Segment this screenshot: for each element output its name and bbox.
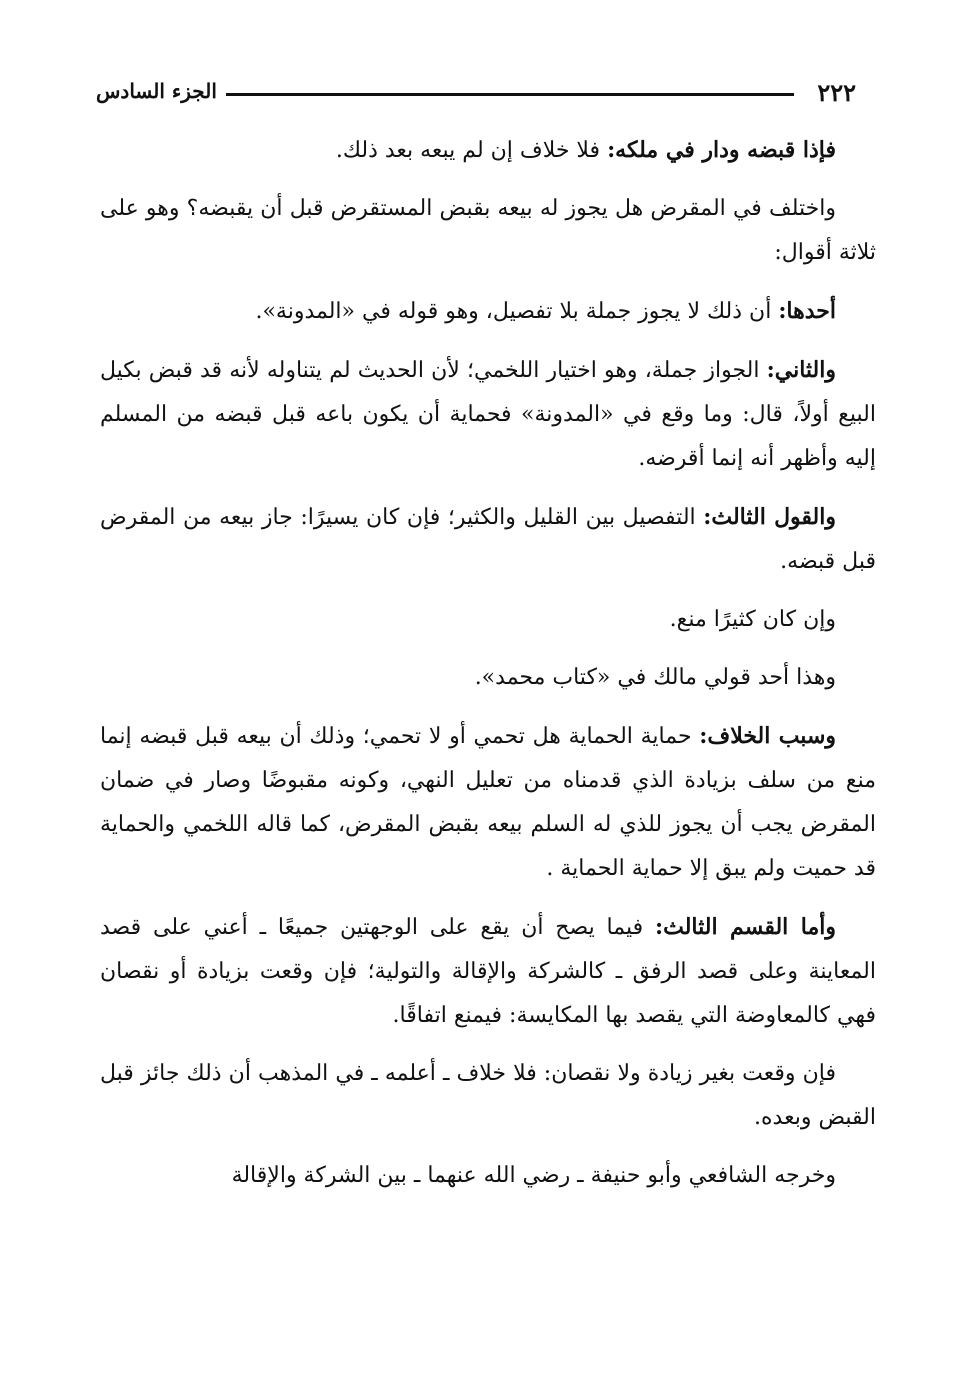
paragraph-text: فإن وقعت بغير زيادة ولا نقصان: فلا خلاف ـ أعلمه ـ في المذهب أن ذلك جائز قبل القبض وبعده. bbox=[100, 1061, 876, 1130]
paragraph-text: الجواز جملة، وهو اختيار اللخمي؛ لأن الحديث لم يتناوله لأنه قد قبض بكيل البيع أولاً، قال: وما وقع في «المدونة» فحماية أن يكون باعه قبل قبضه من المسلم إليه وأظهر أنه إنما أقرضه. bbox=[100, 358, 876, 471]
paragraph-lead: والقول الثالث: bbox=[703, 504, 836, 530]
paragraph-text: وإن كان كثيرًا منع. bbox=[669, 607, 836, 632]
paragraph-text: وهذا أحد قولي مالك في «كتاب محمد». bbox=[474, 665, 836, 690]
page-header bbox=[96, 78, 856, 118]
paragraph-lead: والثاني: bbox=[766, 357, 836, 383]
page-body bbox=[100, 128, 876, 1212]
paragraph bbox=[100, 656, 876, 700]
paragraph bbox=[100, 289, 876, 334]
paragraph-text: أن ذلك لا يجوز جملة بلا تفصيل، وهو قوله في «المدونة». bbox=[255, 299, 779, 324]
paragraph bbox=[100, 128, 876, 173]
paragraph-text: فلا خلاف إن لم يبعه بعد ذلك. bbox=[335, 138, 608, 163]
header-rule bbox=[226, 93, 794, 96]
paragraph-lead: وسبب الخلاف: bbox=[699, 723, 836, 749]
paragraph-text: حماية الحماية هل تحمي أو لا تحمي؛ وذلك أن بيعه قبل قبضه إنما منع من سلف بزيادة الذي قدمناه من تعليل النهي، وكونه مقبوضًا وصار في ضمان المقرض يجب أن يجوز للذي له السلم بيعه بقبض المقرض، كما قاله اللخمي والحماية قد حميت ولم يبق إلا حماية الحماية . bbox=[100, 724, 876, 881]
paragraph bbox=[100, 1052, 876, 1140]
paragraph-lead: وأما القسم الثالث: bbox=[654, 914, 836, 940]
paragraph bbox=[100, 1154, 876, 1198]
paragraph bbox=[100, 348, 876, 481]
paragraph-text: فيما يصح أن يقع على الوجهتين جميعًا ـ أعني على قصد المعاينة وعلى قصد الرفق ـ كالشركة والإقالة والتولية؛ فإن وقعت بزيادة أو نقصان فهي كالمعاوضة التي يقصد بها المكايسة: فيمنع اتفاقًا. bbox=[100, 915, 876, 1028]
paragraph bbox=[100, 495, 876, 584]
paragraph-text: واختلف في المقرض هل يجوز له بيعه بقبض المستقرض قبل أن يقبضه؟ وهو على ثلاثة أقوال: bbox=[100, 196, 876, 265]
paragraph bbox=[100, 187, 876, 275]
page-number: ٢٢٢ bbox=[817, 78, 856, 107]
paragraph bbox=[100, 905, 876, 1038]
paragraph-lead: أحدها: bbox=[778, 298, 836, 324]
paragraph bbox=[100, 714, 876, 891]
paragraph-text: وخرجه الشافعي وأبو حنيفة ـ رضي الله عنهما ـ بين الشركة والإقالة bbox=[231, 1163, 836, 1188]
volume-title: الجزء السادس bbox=[96, 79, 217, 103]
paragraph bbox=[100, 598, 876, 642]
paragraph-lead: فإذا قبضه ودار في ملكه: bbox=[607, 137, 836, 163]
paragraph-text: التفصيل بين القليل والكثير؛ فإن كان يسيرًا: جاز بيعه من المقرض قبل قبضه. bbox=[100, 505, 876, 574]
